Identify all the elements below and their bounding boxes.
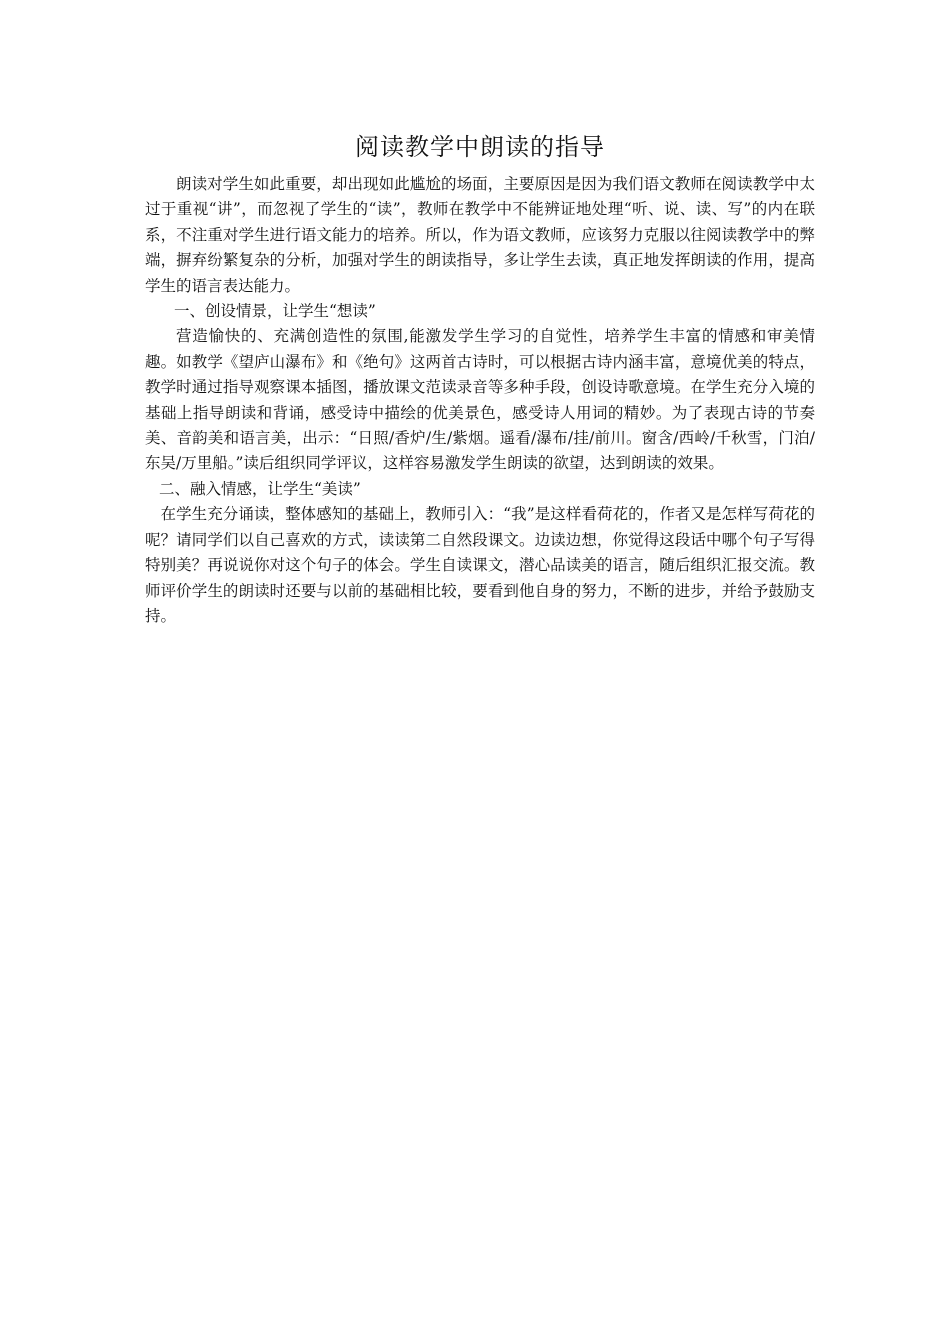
section-1-heading: 一、创设情景，让学生“想读” xyxy=(174,302,376,321)
section-1-body: 营造愉快的、充满创造性的氛围,能激发学生学习的自觉性，培养学生丰富的情感和审美情趣。如教学《望庐山瀑布》和《绝句》这两首古诗时，可以根据古诗内涵丰富，意境优美的特点，教学时通过指导观察课本插图，播放课文范读录音等多种手段，创设诗歌意境。在学生充分入境的基础上指导朗读和背诵，感受诗中描绘的优美景色，感受诗人用词的精妙。为了表现古诗的节奏美、音韵美和语言美，出示：“日照/香炉/生/紫烟。遥看/瀑布/挂/前川。窗含/西岭/千秋雪，门泊/东吴/万里船。”读后组织同学评议，这样容易激发学生朗读的欲望，达到朗读的效果。 xyxy=(145,327,815,473)
section-2-body: 在学生充分诵读，整体感知的基础上，教师引入：“我”是这样看荷花的，作者又是怎样写荷花的呢？请同学们以自己喜欢的方式，读读第二自然段课文。边读边想，你觉得这段话中哪个句子写得特别美？再说说你对这个句子的体会。学生自读课文，潜心品读美的语言，随后组织汇报交流。教师评价学生的朗读时还要与以前的基础相比较，要看到他自身的努力，不断的进步，并给予鼓励支持。 xyxy=(145,505,815,625)
section-2-heading: 二、融入情感，让学生“美读” xyxy=(159,479,361,498)
document-page xyxy=(145,130,815,629)
page-title: 阅读教学中朗读的指导 xyxy=(355,133,605,161)
intro-paragraph: 朗读对学生如此重要，却出现如此尴尬的场面，主要原因是因为我们语文教师在阅读教学中太过于重视“讲”，而忽视了学生的“读”，教师在教学中不能辨证地处理“听、说、读、写”的内在联系，不注重对学生进行语文能力的培养。所以，作为语文教师，应该努力克服以往阅读教学中的弊端，摒弃纷繁复杂的分析，加强对学生的朗读指导，多让学生去读，真正地发挥朗读的作用，提高学生的语言表达能力。 xyxy=(145,175,815,295)
